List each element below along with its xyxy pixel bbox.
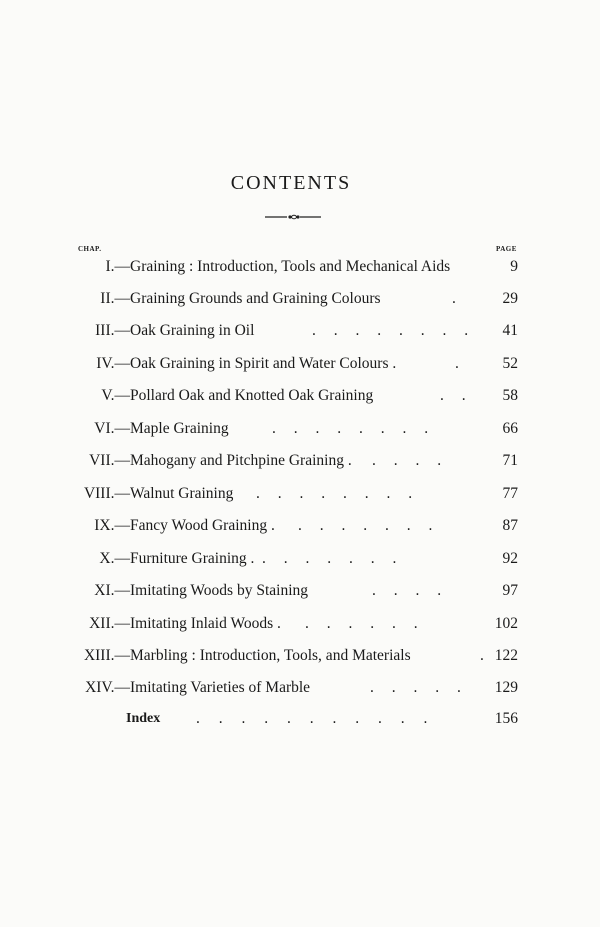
page-number: 129 [494, 679, 518, 696]
page-number: 71 [502, 452, 518, 469]
chapter-number: VI.— [94, 420, 130, 437]
page-number: 97 [502, 582, 518, 599]
chapter-title: Walnut Graining [130, 485, 234, 502]
dot-leader: . . . . . . . . [312, 322, 469, 339]
page-title: CONTENTS [230, 172, 352, 194]
dot-leader: . . . . . . . . [256, 485, 413, 502]
chapter-title: Graining : Introduction, Tools and Mechanical Aids [130, 258, 451, 275]
column-header-page: PAGE [496, 245, 517, 253]
chapter-title: Marbling : Introduction, Tools, and Materials [130, 647, 411, 664]
chapter-title: Furniture Graining . [130, 550, 255, 567]
page-number: 52 [502, 355, 518, 372]
dot-leader: . . . . [372, 452, 442, 469]
toc-entry [0, 580, 600, 602]
page-number: 9 [510, 258, 518, 275]
chapter-number: III.— [95, 322, 130, 339]
page-number: 58 [502, 387, 518, 404]
page-number: 102 [494, 615, 518, 632]
page-number: 41 [502, 322, 518, 339]
page-number: 66 [502, 420, 518, 437]
chapter-number: X.— [99, 550, 130, 567]
chapter-number: XI.— [94, 582, 130, 599]
toc-entry [0, 385, 600, 407]
chapter-number: XIV.— [85, 679, 130, 696]
chapter-title: Oak Graining in Spirit and Water Colours . [130, 355, 397, 372]
chapter-title: Graining Grounds and Graining Colours [130, 290, 381, 307]
chapter-title: Oak Graining in Oil [130, 322, 255, 339]
toc-entry [0, 353, 600, 375]
chapter-number: I.— [105, 258, 130, 275]
toc-entry [0, 320, 600, 342]
dot-leader: . [480, 647, 484, 664]
toc-entry [0, 256, 600, 278]
dot-leader: . . . . . . . . [272, 420, 429, 437]
chapter-title: Imitating Woods by Staining [130, 582, 309, 599]
chapter-number: V.— [101, 387, 130, 404]
dot-leader: . . . . . . . [262, 550, 397, 567]
chapter-number: VII.— [89, 452, 130, 469]
toc-entry [0, 483, 600, 505]
toc-entry [0, 645, 600, 667]
toc-entry [0, 288, 600, 310]
chapter-number: IX.— [94, 517, 130, 534]
page-number: 122 [494, 647, 518, 664]
toc-entry [0, 515, 600, 537]
dot-leader: . . [440, 387, 466, 404]
toc-entry [0, 613, 600, 635]
dot-leader: . . . . . . . [298, 517, 433, 534]
chapter-number: IV.— [96, 355, 130, 372]
chapter-title: Fancy Wood Graining . [130, 517, 275, 534]
dot-leader: . [452, 290, 456, 307]
chapter-title: Maple Graining [130, 420, 229, 437]
ornament-rule-icon [265, 213, 321, 221]
dot-leader: . [455, 355, 459, 372]
page-number: 87 [502, 517, 518, 534]
index-title: Index [126, 711, 161, 726]
page-number: 29 [502, 290, 518, 307]
dot-leader: . . . . . . . . . . . [196, 710, 428, 727]
chapter-number: II.— [100, 290, 130, 307]
page-number: 156 [494, 710, 518, 727]
column-header-chapter: CHAP. [78, 245, 102, 253]
page-number: 77 [502, 485, 518, 502]
page-number: 92 [502, 550, 518, 567]
dot-leader: . . . . . [370, 679, 461, 696]
chapter-number: VIII.— [83, 485, 130, 502]
chapter-number: XII.— [89, 615, 130, 632]
dot-leader: . . . . . . [305, 615, 418, 632]
chapter-title: Pollard Oak and Knotted Oak Graining [130, 387, 374, 404]
chapter-title: Imitating Varieties of Marble [130, 679, 311, 696]
chapter-title: Mahogany and Pitchpine Graining . [130, 452, 352, 469]
chapter-number: XIII.— [83, 647, 130, 664]
toc-entry [0, 450, 600, 472]
toc-entry [0, 548, 600, 570]
toc-entry [0, 677, 600, 699]
dot-leader: . . . . [372, 582, 442, 599]
toc-entry-index [0, 708, 600, 730]
toc-entry [0, 418, 600, 440]
chapter-title: Imitating Inlaid Woods . [130, 615, 281, 632]
